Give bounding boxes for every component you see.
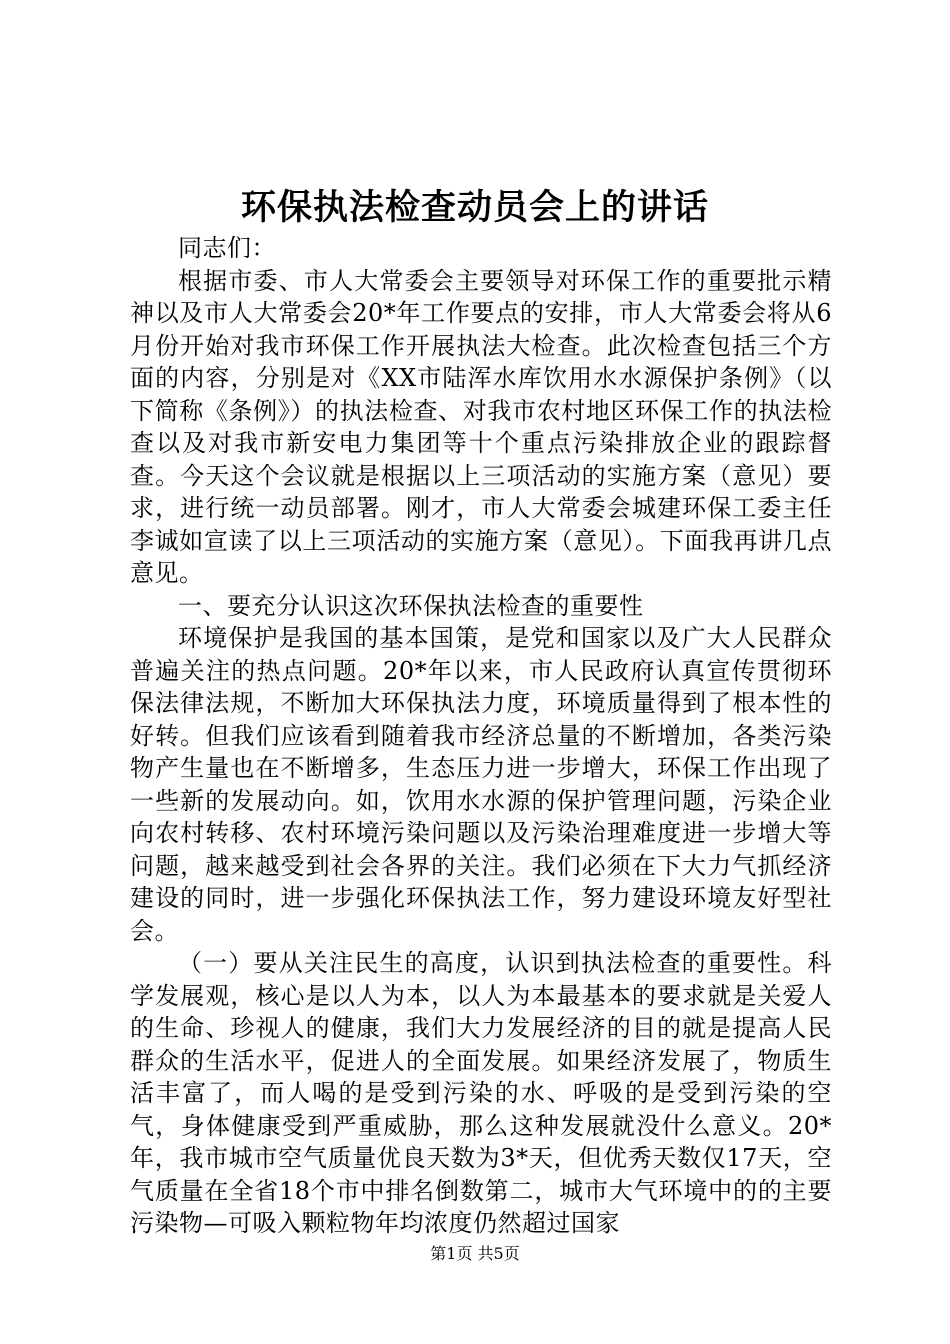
salutation: 同志们： [178, 234, 276, 262]
document-title: 环保执法检查动员会上的讲话 [240, 187, 709, 228]
paragraph-environment: 环境保护是我国的基本国策，是党和国家以及广大人民群众普遍关注的热点问题。20*年以来，市人民政府认真宣传贯彻环保法律法规，不断加大环保执法力度，环境质量得到了根本性的好转。但我们应该看到随着我市经济总量的不断增加，各类污染物产生量也在不断增多，生态压力进一步增大，环保工作出现了一些新的发展动向。如，饮用水水源的保护管理问题，污染企业向农村转移、农村环境污染问题以及污染治理难度进一步增大等问题，越来越受到社会各界的关注。我们必须在下大力气抓经济建设的同时，进一步强化环保执法工作，努力建设环境友好型社会。 [130, 624, 832, 945]
document-body [130, 232, 832, 1240]
section-heading-1: 一、要充分认识这次环保执法检查的重要性 [178, 591, 644, 620]
paragraph-intro: 根据市委、市人大常委会主要领导对环保工作的重要批示精神以及市人大常委会20*年工作要点的安排，市人大常委会将从6月份开始对我市环保工作开展执法大检查。此次检查包括三个方面的内容，分别是对《XX市陆浑水库饮用水水源保护条例》（以下简称《条例》）的执法检查、对我市农村地区环保工作的执法检查以及对我市新安电力集团等十个重点污染排放企业的跟踪督查。今天这个会议就是根据以上三项活动的实施方案（意见）要求，进行统一动员部署。刚才，市人大常委会城建环保工委主任李诚如宣读了以上三项活动的实施方案（意见）。下面我再讲几点意见。 [130, 266, 832, 587]
paragraph-subsection-1: （一）要从关注民生的高度，认识到执法检查的重要性。科学发展观，核心是以人为本，以人为本最基本的要求就是关爱人的生命、珍视人的健康，我们大力发展经济的目的就是提高人民群众的生活水平，促进人的全面发展。如果经济发展了，物质生活丰富了，而人喝的是受到污染的水、呼吸的是受到污染的空气，身体健康受到严重威胁，那么这种发展就没什么意义。20*年，我市城市空气质量优良天数为3*天，但优秀天数仅17天，空气质量在全省18个市中排名倒数第二，城市大气环境中的的主要污染物—可吸入颗粒物年均浓度仍然超过国家 [130, 949, 832, 1237]
page-footer: 第1页 共5页 [430, 1244, 520, 1263]
